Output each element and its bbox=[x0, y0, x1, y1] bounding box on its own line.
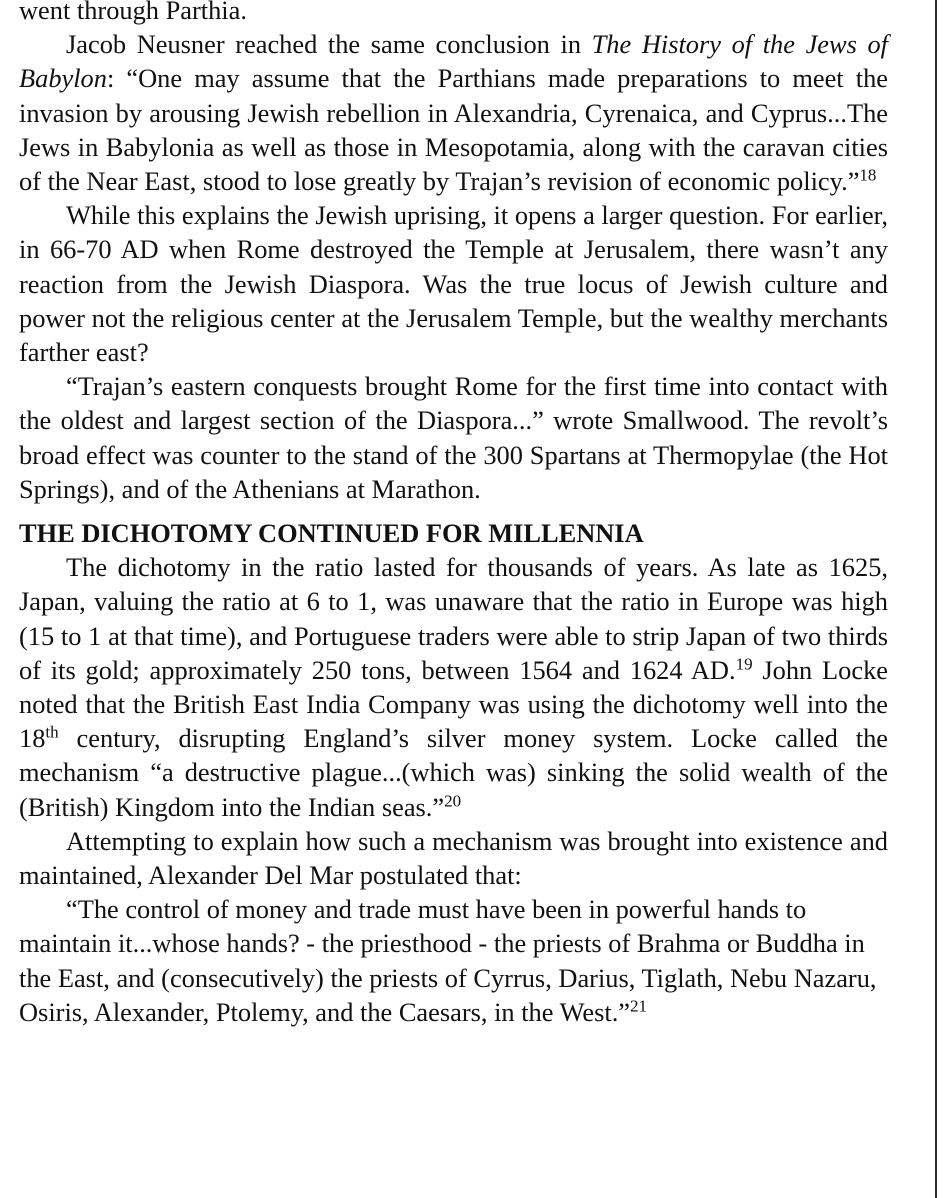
paragraph-text: Jacob Neusner reached the same conclusion in bbox=[66, 29, 592, 60]
paragraph-text: “Trajan’s eastern conquests brought Rome for the first time into contact with the oldest and largest section of the Diaspora...” wrote Smallwood. The revolt’s broad effect was counter to the stand of the 300 Spartans at Thermopylae (the Hot Springs), and of the Athenians at Marathon. bbox=[19, 371, 888, 504]
paragraph-text: went through Parthia. bbox=[19, 0, 247, 25]
section-heading: THE DICHOTOMY CONTINUED FOR MILLENNIA bbox=[19, 518, 644, 549]
book-title: The History of the Jews of Babylon bbox=[19, 29, 888, 94]
footnote-marker: 19 bbox=[735, 654, 753, 674]
paragraph-dichotomy bbox=[19, 550, 888, 824]
paragraph-text: While this explains the Jewish uprising, it opens a larger question. For earlier, in 66-70 AD when Rome destroyed the Temple at Jerusalem, there wasn’t any reaction from the Jewish Diaspora. Was the true locus of Jewish culture and power not the religious center at the Jerusalem Temple, but the wealthy merchants farther east? bbox=[19, 200, 888, 368]
page-text-column bbox=[19, 0, 888, 1029]
paragraph-text: century, disrupting England’s silver money system. Locke called the mechanism “a destructive plague...(which was) sinking the solid wealth of the (British) Kingdom into the Indian seas.” bbox=[19, 723, 888, 822]
paragraph-smallwood bbox=[19, 369, 888, 506]
paragraph-quote bbox=[19, 892, 888, 1029]
footnote-marker: 18 bbox=[859, 165, 877, 185]
footnote-marker: 20 bbox=[444, 791, 462, 811]
paragraph-continuation bbox=[19, 0, 888, 27]
paragraph-del-mar bbox=[19, 824, 888, 892]
paragraph-neusner bbox=[19, 27, 888, 198]
paragraph-text: : “One may assume that the Parthians made preparations to meet the invasion by arousing Jewish rebellion in Alexandria, Cyrenaica, and Cyprus...The Jews in Babylonia as well as those in Mesopotamia, along with the caravan cities of the Near East, stood to lose greatly by Trajan’s revision of economic policy.” bbox=[19, 63, 888, 197]
paragraph-text: John Locke noted that the British East India Company was using the dichotomy well into the 18 bbox=[19, 654, 888, 754]
ordinal-suffix: th bbox=[45, 722, 59, 742]
footnote-marker: 21 bbox=[630, 996, 648, 1016]
paragraph-uprising bbox=[19, 198, 888, 369]
paragraph-text: The dichotomy in the ratio lasted for thousands of years. As late as 1625, Japan, valuing the ratio at 6 to 1, was unaware that the ratio in Europe was high (15 to 1 at that time), and Portuguese traders were able to strip Japan of two thirds of its gold; approximately 250 tons, between 1564 and 1624 AD. bbox=[19, 552, 888, 685]
paragraph-text: “The control of money and trade must have been in powerful hands to maintain it...whose hands? - the priesthood - the priests of Brahma or Buddha in the East, and (consecutively) the priests of Cyrrus, Darius, Tiglath, Nebu Nazaru, Osiris, Alexander, Ptolemy, and the Caesars, in the West.” bbox=[19, 894, 877, 1027]
paragraph-text: Attempting to explain how such a mechanism was brought into existence and maintained, Alexander Del Mar postulated that: bbox=[19, 825, 888, 891]
